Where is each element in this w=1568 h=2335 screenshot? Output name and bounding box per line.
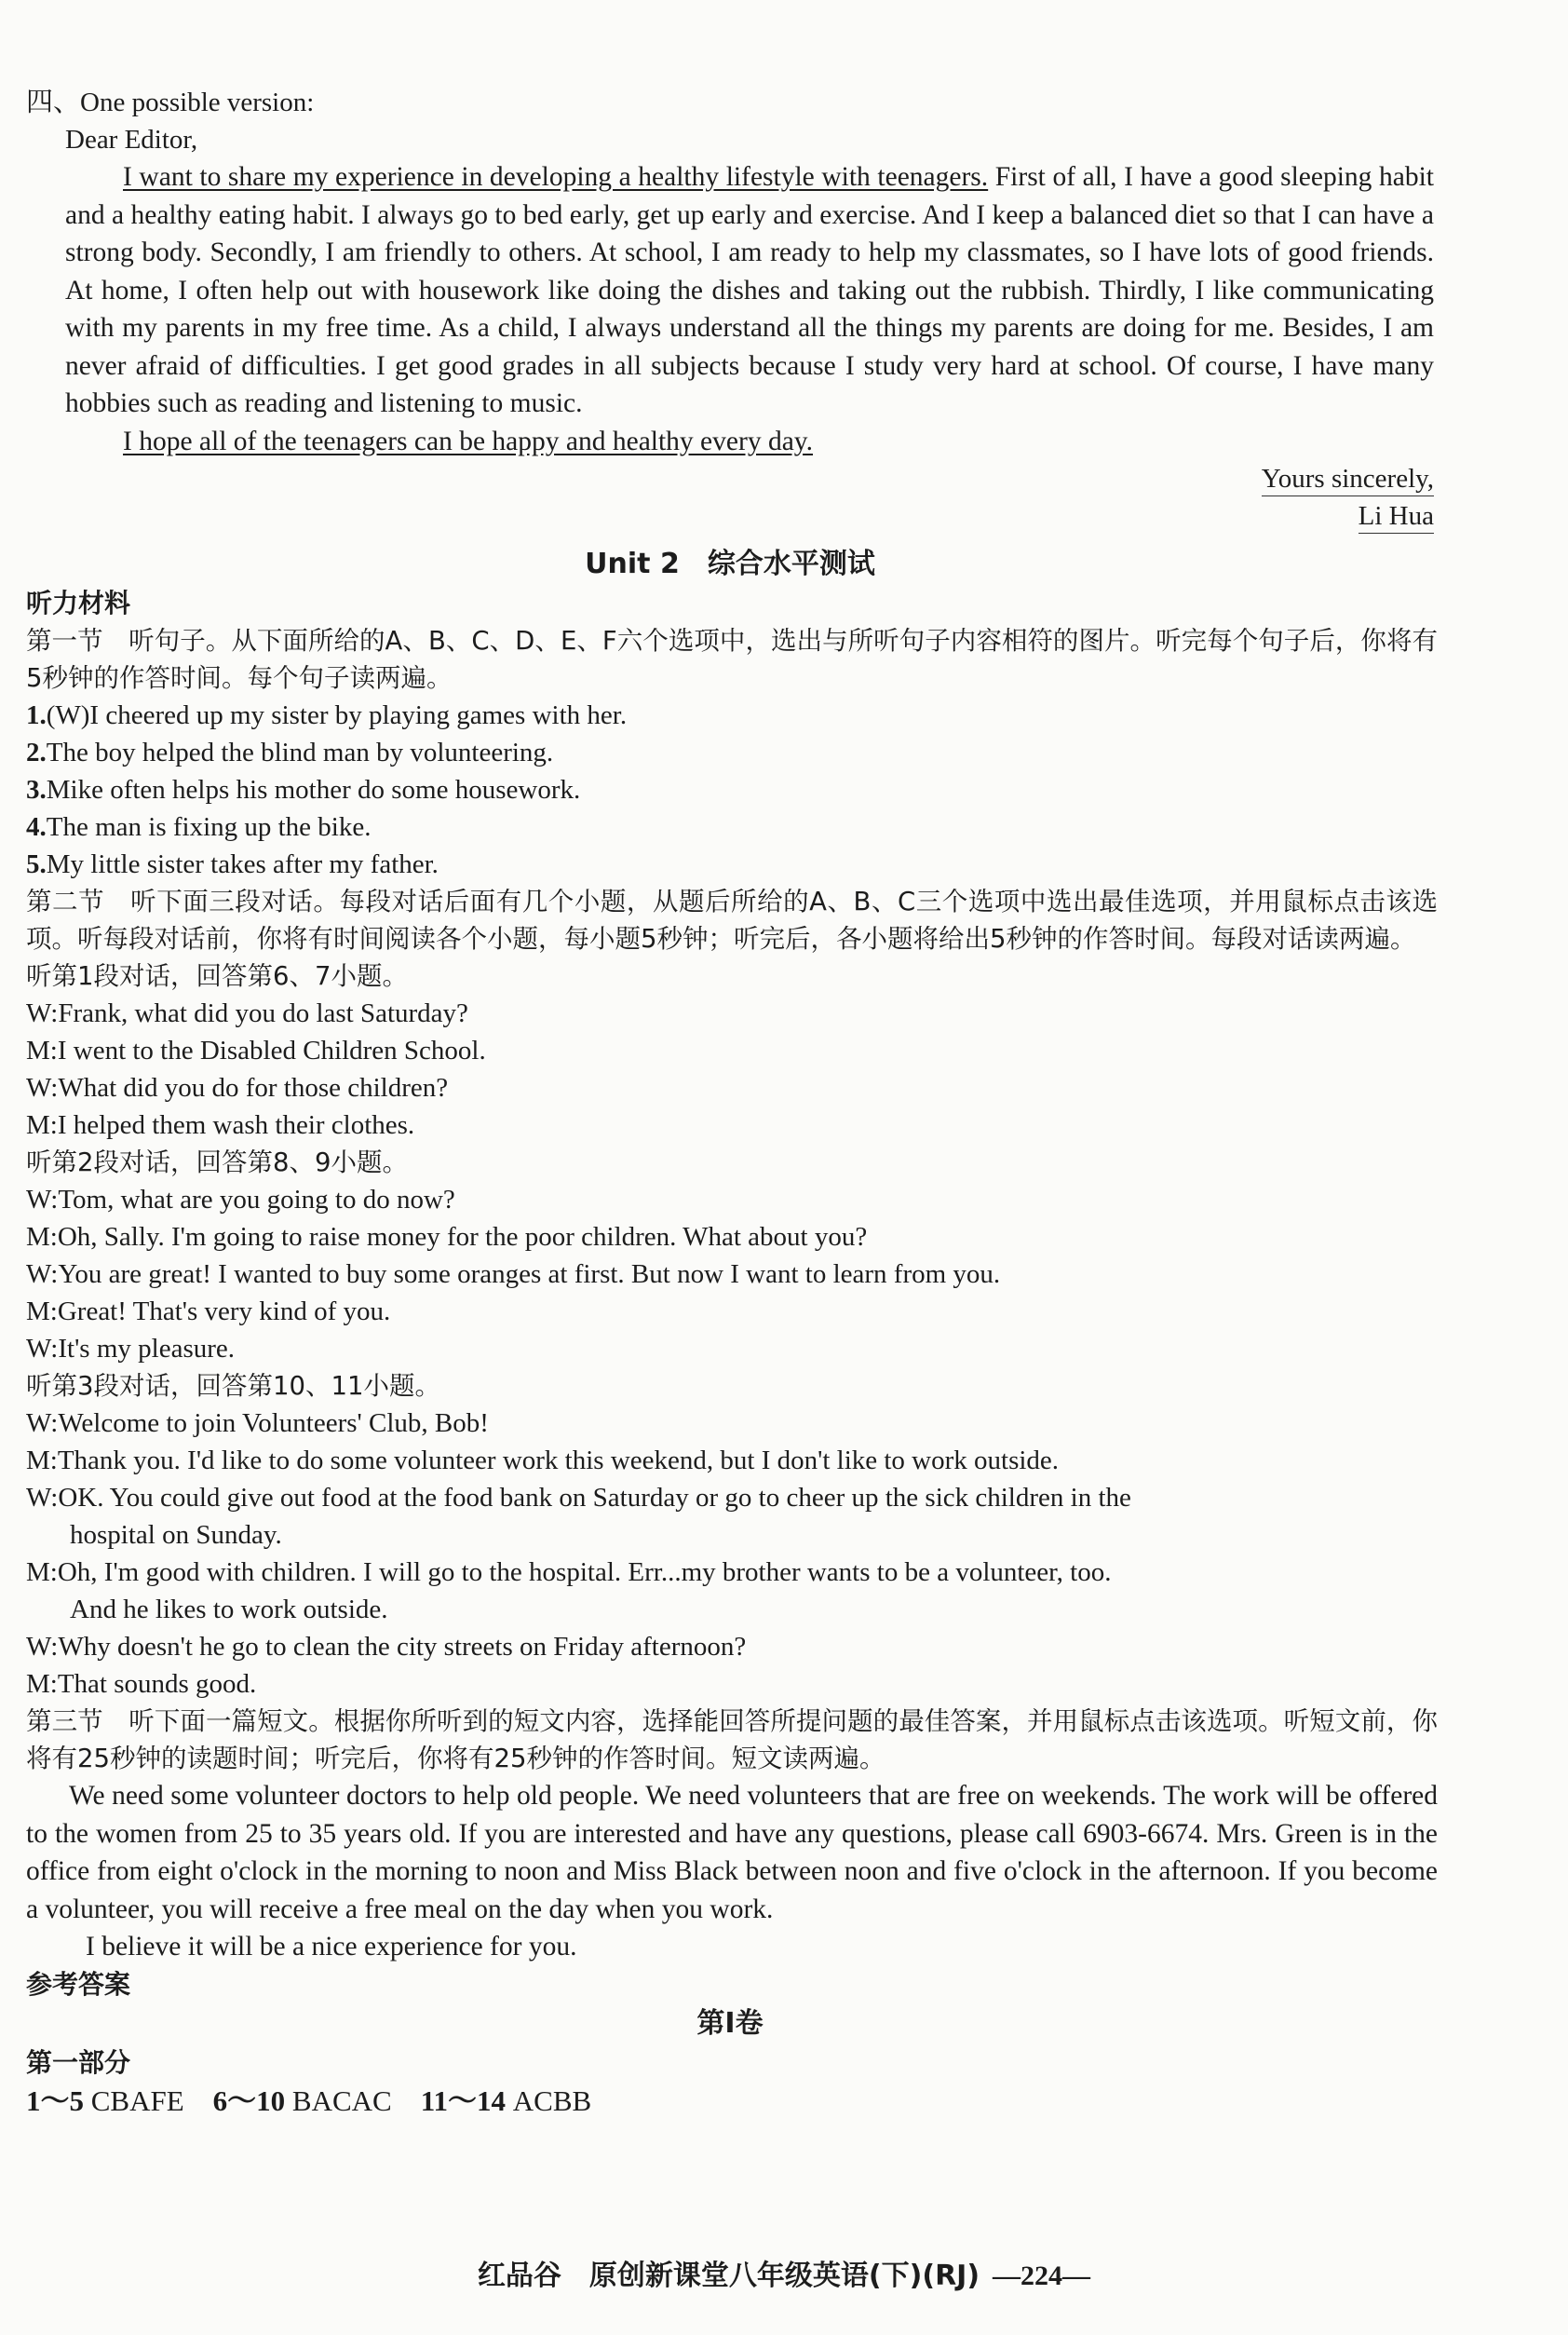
dialogue-line (26, 1628, 1410, 1665)
utterance: Thank you. I'd like to do some volunteer work this weekend, but I don't like to work outside. (57, 1446, 1060, 1475)
essay-body (26, 158, 1434, 460)
part2-instructions: 第二节 听下面三段对话。每段对话后面有几个小题，从题后所给的A、B、C三个选项中选出最佳选项，并用鼠标点击该选项。听每段对话前，你将有时间阅读各个小题，每小题5秒钟；听完后，各小题将给出5秒钟的作答时间。每段对话读两遍。 (26, 887, 1438, 954)
speaker: W: (26, 1073, 59, 1103)
sentence-text: The man is fixing up the bike. (46, 812, 372, 842)
utterance: OK. You could give out food at the food bank on Saturday or go to cheer up the sick children in the (58, 1483, 1131, 1513)
essay-paragraph-1 (65, 158, 1434, 423)
utterance: Why doesn't he go to clean the city streets on Friday afternoon? (58, 1632, 747, 1662)
answer-letters: BACAC (291, 2084, 392, 2117)
dialogue-line (26, 1181, 1410, 1218)
part-title: 第一部分 (26, 2046, 131, 2078)
speaker: W: (26, 1483, 59, 1513)
dialogue-line (26, 1665, 1410, 1703)
part1-instructions: 第一节 听句子。从下面所给的A、B、C、D、E、F六个选项中，选出与所听句子内容相符的图片。听完每个句子后，你将有5秒钟的作答时间。每个句子读两遍。 (26, 626, 1438, 693)
utterance: Tom, what are you going to do now? (58, 1185, 455, 1215)
answer-letters: CBAFE (90, 2084, 184, 2117)
list-item (26, 771, 1410, 808)
speaker: W: (26, 1408, 59, 1438)
sentence-text: My little sister takes after my father. (46, 849, 439, 879)
footer-text: 红品谷 原创新课堂八年级英语(下)(RJ) (477, 2260, 980, 2292)
sentence-text: Mike often helps his mother do some housework. (46, 775, 581, 805)
utterance: Oh, Sally. I'm going to raise money for the poor children. What about you? (57, 1222, 868, 1252)
speaker: W: (26, 1632, 59, 1662)
dialogue-line (26, 1479, 1410, 1516)
list-item (26, 697, 1410, 734)
utterance: Welcome to join Volunteers' Club, Bob! (58, 1408, 489, 1438)
utterance: That sounds good. (57, 1669, 257, 1699)
dialogue-1 (26, 957, 1410, 1144)
dialogue-line-continuation: hospital on Sunday. (70, 1520, 282, 1550)
dialogue-intro: 听第3段对话，回答第10、11小题。 (26, 1371, 440, 1401)
speaker: M: (26, 1296, 58, 1326)
passage-paragraph-1: We need some volunteer doctors to help old people. We need volunteers that are free on weekends. The work will be offered to the women from 25 to 35 years old. If you are interested and have any questions, please call 6903-6674. Mrs. Green is in the office from eight o'clock in the morning to noon and Miss Black between noon and five o'clock in the afternoon. If you become a volunteer, you will receive a free meal on the day when you work. (26, 1781, 1438, 1924)
dialogue-line (26, 1218, 1410, 1256)
unit-title: Unit 2 综合水平测试 (585, 548, 875, 580)
list-item (26, 734, 1410, 771)
dialogue-line (26, 1442, 1410, 1479)
dialogue-3 (26, 1367, 1410, 1703)
utterance: It's my pleasure. (58, 1334, 236, 1364)
list-item (26, 808, 1410, 846)
sentence-text: The boy helped the blind man by volunteering. (46, 738, 554, 767)
dialogue-line (26, 1330, 1410, 1367)
speaker: M: (26, 1036, 58, 1066)
section4-heading: 四、One possible version: (26, 88, 315, 117)
listening-heading: 听力材料 (26, 588, 131, 618)
page-footer (0, 2252, 1568, 2293)
dialogue-2 (26, 1144, 1410, 1367)
sentence-number: 2. (26, 738, 47, 767)
dialogue-line (26, 995, 1410, 1032)
answer-range: 6～10 (212, 2084, 286, 2117)
essay-intro-underlined: I want to share my experience in developing a healthy lifestyle with teenagers. (123, 162, 989, 192)
speaker: W: (26, 998, 59, 1028)
essay-closing-underlined: I hope all of the teenagers can be happy and healthy every day. (123, 426, 814, 456)
sentence-number: 3. (26, 775, 47, 805)
sentence-number: 4. (26, 812, 47, 842)
section4 (26, 84, 1434, 535)
utterance: Frank, what did you do last Saturday? (58, 998, 468, 1028)
utterance: What did you do for those children? (58, 1073, 449, 1103)
sentence-list (26, 697, 1410, 883)
sentence-number: 1. (26, 700, 47, 730)
utterance: Oh, I'm good with children. I will go to the hospital. Err...my brother wants to be a volunteer, too. (57, 1557, 1112, 1587)
list-item (26, 846, 1410, 883)
volume-title: 第Ⅰ卷 (696, 2006, 764, 2040)
speaker: M: (26, 1222, 58, 1252)
dialogue-line (26, 1256, 1410, 1293)
utterance: I went to the Disabled Children School. (57, 1036, 486, 1066)
passage-paragraph-2: I believe it will be a nice experience for you. (86, 1932, 577, 1962)
speaker: M: (26, 1669, 58, 1699)
answer-letters: ACBB (512, 2084, 592, 2117)
dialogue-line (26, 1069, 1410, 1106)
speaker: M: (26, 1446, 58, 1475)
signature (26, 497, 1434, 535)
answers-heading: 参考答案 (26, 1968, 131, 2000)
dialogue-intro: 听第1段对话，回答第6、7小题。 (26, 961, 408, 991)
sign-off-text: Yours sincerely, (1262, 464, 1434, 496)
dialogue-line (26, 1554, 1410, 1591)
speaker: W: (26, 1185, 59, 1215)
signature-text: Li Hua (1358, 501, 1434, 534)
dialogue-intro: 听第2段对话，回答第8、9小题。 (26, 1147, 408, 1177)
listening-section (26, 585, 1438, 1966)
dialogue-line (26, 1032, 1410, 1069)
speaker: M: (26, 1110, 58, 1140)
sentence-text: (W)I cheered up my sister by playing games with her. (46, 700, 628, 730)
answer-range: 11～14 (420, 2084, 507, 2117)
speaker: W: (26, 1259, 59, 1289)
page-number: —224— (993, 2260, 1091, 2291)
sentence-number: 5. (26, 849, 47, 879)
salutation: Dear Editor, (65, 125, 198, 155)
speaker: W: (26, 1334, 59, 1364)
sign-off (26, 460, 1434, 497)
essay-body-rest: First of all, I have a good sleeping habit and a healthy eating habit. I always go to bed early, get up early and exercise. And I keep a balanced diet so that I can have a strong body. Secondly, I am friendly to others. At school, I am ready to help my classmates, so I have lots of good friends. At home, I often help out with housework like doing the dishes and taking out the rubbish. Thirdly, I like communicating with my parents in my free time. As a child, I always understand all the things my parents are doing for me. Besides, I am never afraid of difficulties. I get good grades in all subjects because I study very hard at school. Of course, I have many hobbies such as reading and listening to music. (65, 162, 1434, 418)
dialogue-line (26, 1405, 1410, 1442)
answer-line (26, 2082, 1410, 2121)
speaker: M: (26, 1557, 58, 1587)
part3-instructions: 第三节 听下面一篇短文。根据你所听到的短文内容，选择能回答所提问题的最佳答案，并用鼠标点击该选项。听短文前，你将有25秒钟的读题时间；听完后，你将有25秒钟的作答时间。短文读两遍。 (26, 1706, 1438, 1773)
dialogue-line (26, 1106, 1410, 1144)
utterance: I helped them wash their clothes. (57, 1110, 415, 1140)
dialogue-line-continuation: And he likes to work outside. (70, 1595, 388, 1624)
answers-section (26, 1966, 1410, 2121)
answer-range: 1～5 (26, 2084, 84, 2117)
utterance: Great! That's very kind of you. (57, 1296, 391, 1326)
essay-paragraph-2 (65, 423, 1434, 461)
utterance: You are great! I wanted to buy some oranges at first. But now I want to learn from you. (58, 1259, 1001, 1289)
dialogue-line (26, 1293, 1410, 1330)
